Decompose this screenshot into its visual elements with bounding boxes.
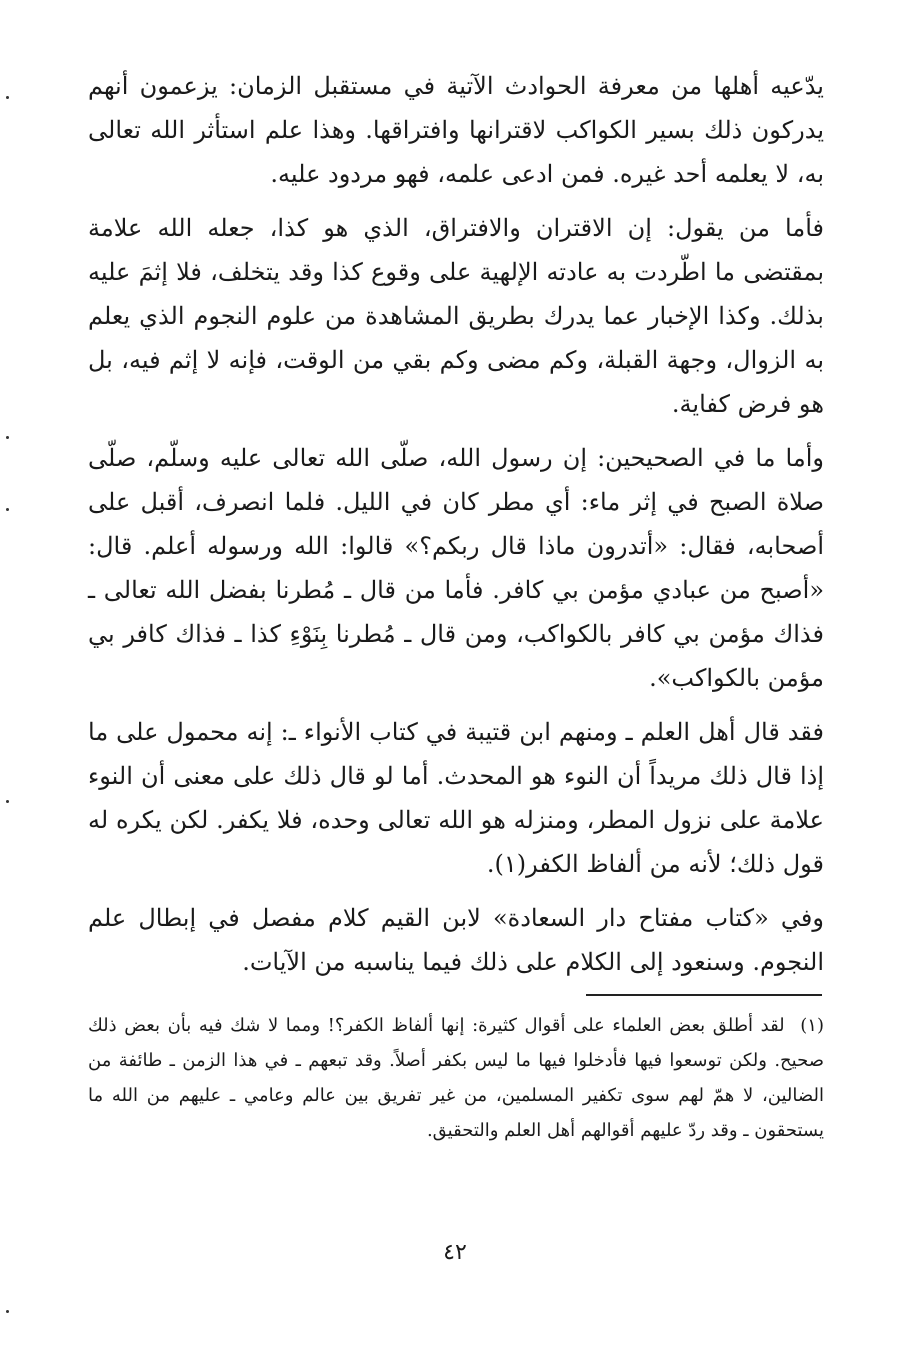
- scan-speck: [6, 508, 9, 511]
- footnote: [88, 1008, 824, 1148]
- paragraph-5: وفي «كتاب مفتاح دار السعادة» لابن القيم كلام مفصل في إبطال علم النجوم. وسنعود إلى الكلام على ذلك فيما يناسبه من الآيات.: [88, 904, 824, 976]
- main-text: [88, 64, 824, 994]
- scan-speck: [6, 96, 9, 99]
- paragraph-1: يدّعيه أهلها من معرفة الحوادث الآتية في مستقبل الزمان: يزعمون أنهم يدركون ذلك بسير الكواكب لاقترانها وافتراقها. وهذا علم استأثر الله تعالى به، لا يعلمه أحد غيره. فمن ادعى علمه، فهو مردود عليه.: [88, 72, 824, 188]
- paragraph-3: وأما ما في الصحيحين: إن رسول الله، صلّى الله تعالى عليه وسلّم، صلّى صلاة الصبح في إثر ماء: أي مطر كان في الليل. فلما انصرف، أقبل على أصحابه، فقال: «أتدرون ماذا قال ربكم؟» قالوا: الله ورسوله أعلم. قال: «أصبح من عبادي مؤمن بي كافر. فأما من قال ـ مُطرنا بفضل الله تعالى ـ فذاك مؤمن بي كافر بالكواكب، ومن قال ـ مُطرنا بِنَوْءِ كذا ـ فذاك كافر بي مؤمن بالكواكب».: [88, 444, 824, 692]
- paragraph-4: فقد قال أهل العلم ـ ومنهم ابن قتيبة في كتاب الأنواء ـ: إنه محمول على ما إذا قال ذلك مريداً أن النوء هو المحدث. أما لو قال ذلك على معنى أن النوء علامة على نزول المطر، ومنزله هو الله تعالى وحده، فلا يكفر. لكن يكره له قول ذلك؛ لأنه من ألفاظ الكفر(١).: [88, 718, 824, 878]
- scan-speck: [6, 1310, 9, 1313]
- footnote-marker: (١): [800, 1015, 824, 1036]
- footnote-separator: [586, 994, 822, 996]
- page-number: ٤٢: [443, 1240, 467, 1265]
- scan-speck: [6, 436, 9, 439]
- paragraph-2: فأما من يقول: إن الاقتران والافتراق، الذي هو كذا، جعله الله علامة بمقتضى ما اطّردت به عادته الإلهية على وقوع كذا وقد يتخلف، فلا إثمَ عليه بذلك. وكذا الإخبار عما يدرك بطريق المشاهدة من علوم النجوم الذي يعلم به الزوال، وجهة القبلة، وكم مضى وكم بقي من الوقت، فإنه لا إثم فيه، بل هو فرض كفاية.: [88, 214, 824, 418]
- footnote-text: لقد أطلق بعض العلماء على أقوال كثيرة: إنها ألفاظ الكفر؟! ومما لا شك فيه بأن بعض ذلك صحيح. ولكن توسعوا فيها فأدخلوا فيها ما ليس بكفر أصلاً. وقد تبعهم ـ في هذا الزمن ـ طائفة من الضالين، لا همّ لهم سوى تكفير المسلمين، من غير تفريق بين عالم وعامي ـ عليهم من الله ما يستحقون ـ وقد ردّ عليهم أقوالهم أهل العلم والتحقيق.: [88, 1015, 824, 1141]
- scan-speck: [6, 800, 9, 803]
